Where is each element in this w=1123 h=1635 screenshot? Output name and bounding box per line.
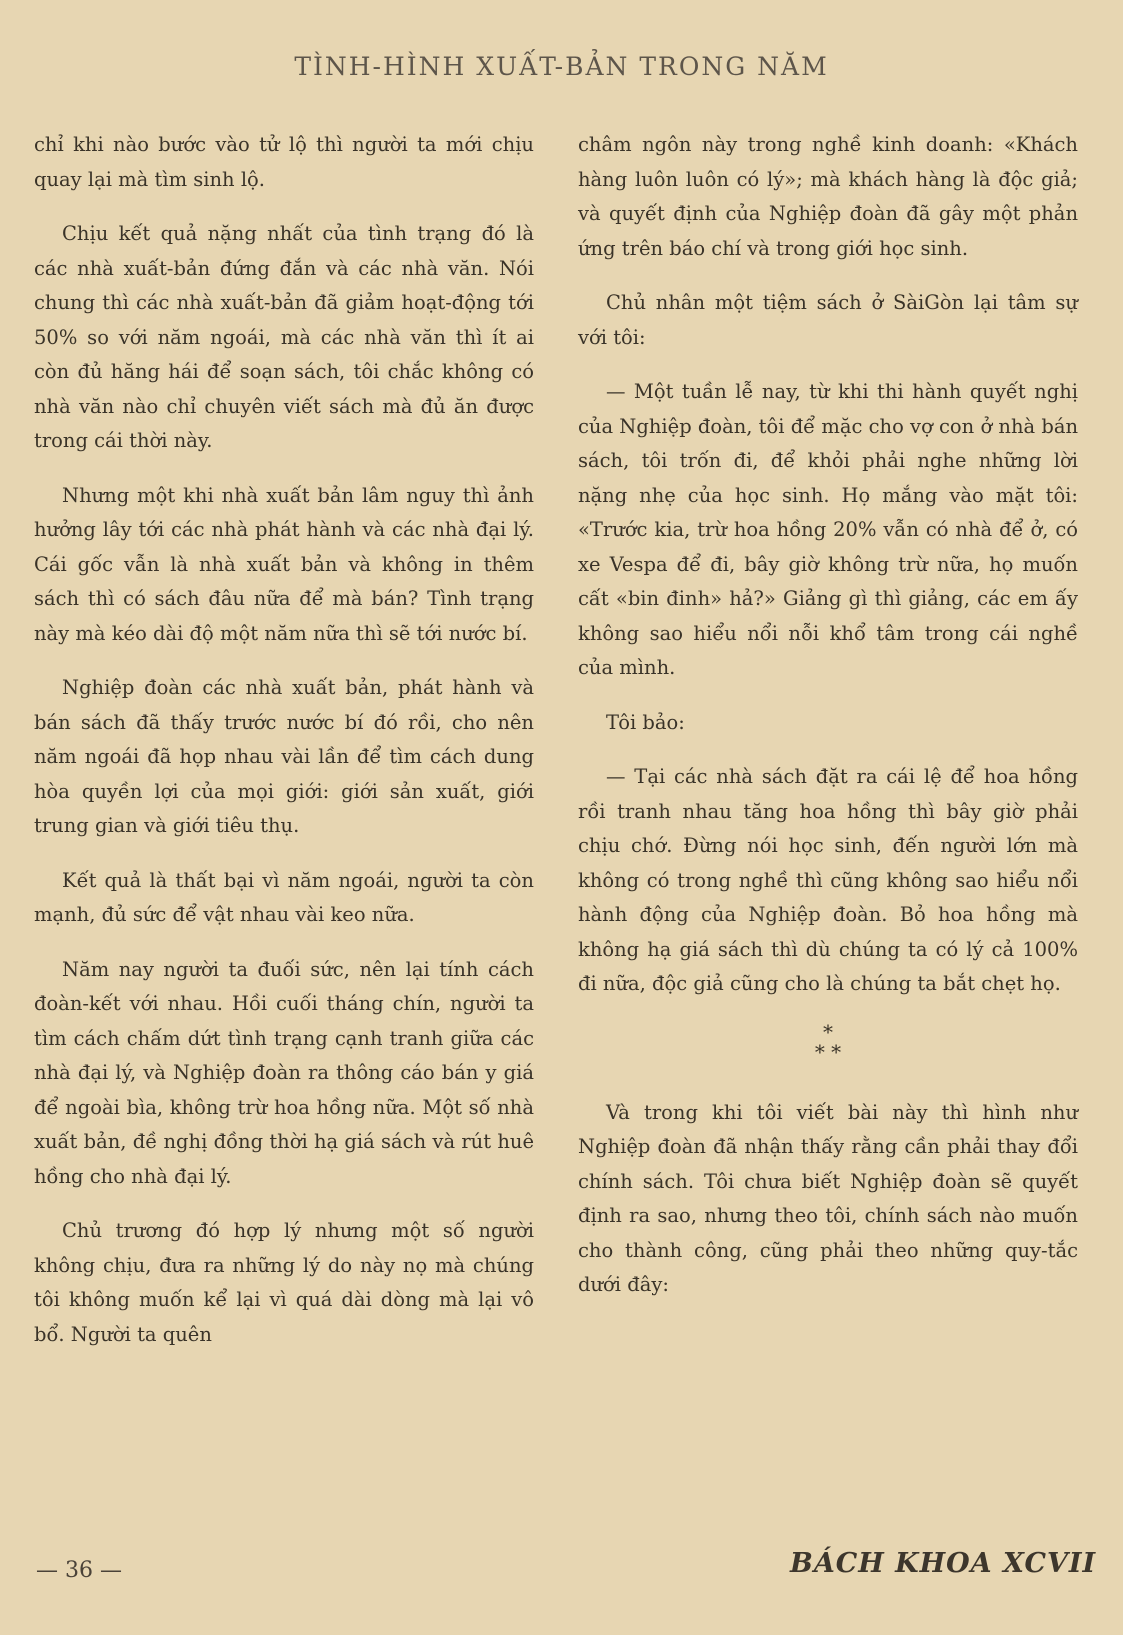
paragraph: Nghiệp đoàn các nhà xuất bản, phát hành và bán sách đã thấy trước nước bí đó rồi, cho nên năm ngoái đã họp nhau vài lần để tìm cách dung hòa quyền lợi của mọi giới: giới sản xuất, giới trung gian và giới tiêu thụ. xyxy=(34,676,534,837)
paragraph: Tôi bảo: xyxy=(606,710,685,734)
paragraph: Chủ nhân một tiệm sách ở SàiGòn lại tâm sự với tôi: xyxy=(578,291,1078,349)
separator-stars: * * xyxy=(814,1039,842,1064)
separator-star: * xyxy=(823,1019,833,1044)
paragraph: châm ngôn này trong nghề kinh doanh: «Khách hàng luôn luôn có lý»; mà khách hàng là độc giả; và quyết định của Nghiệp đoàn đã gây một phản ứng trên báo chí và trong giới học sinh. xyxy=(578,133,1078,260)
paragraph: Kết quả là thất bại vì năm ngoái, người ta còn mạnh, đủ sức để vật nhau vài keo nữa. xyxy=(34,868,534,926)
section-separator xyxy=(578,1019,1078,1064)
paragraph: Năm nay người ta đuối sức, nên lại tính cách đoàn-kết với nhau. Hồi cuối tháng chín, người ta tìm cách chấm dứt tình trạng cạnh tranh giữa các nhà đại lý, và Nghiệp đoàn ra thông cáo bán y giá để ngoài bìa, không trừ hoa hồng nữa. Một số nhà xuất bản, đề nghị đồng thời hạ giá sách và rút huê hồng cho nhà đại lý. xyxy=(34,957,534,1188)
paragraph: — Tại các nhà sách đặt ra cái lệ để hoa hồng rồi tranh nhau tăng hoa hồng thì bây giờ phải chịu chớ. Đừng nói học sinh, đến người lớn mà không có trong nghề thì cũng không sao hiểu nổi hành động của Nghiệp đoàn. Bỏ hoa hồng mà không hạ giá sách thì dù chúng ta có lý cả 100% đi nữa, độc giả cũng cho là chúng ta bắt chẹt họ. xyxy=(578,765,1078,995)
paragraph: Chủ trương đó hợp lý nhưng một số người không chịu, đưa ra những lý do này nọ mà chúng tôi không muốn kể lại vì quá dài dòng mà lại vô bổ. Người ta quên xyxy=(34,1219,534,1346)
left-column xyxy=(34,128,534,1372)
paragraph: Chịu kết quả nặng nhất của tình trạng đó là các nhà xuất-bản đứng đắn và các nhà văn. Nói chung thì các nhà xuất-bản đã giảm hoạt-động tới 50% so với năm ngoái, mà các nhà văn thì ít ai còn đủ hăng hái để soạn sách, tôi chắc không có nhà văn nào chỉ chuyên viết sách mà đủ ăn được trong cái thời này. xyxy=(34,222,534,452)
paragraph: — Một tuần lễ nay, từ khi thi hành quyết nghị của Nghiệp đoàn, tôi để mặc cho vợ con ở nhà bán sách, tôi trốn đi, để khỏi phải nghe những lời nặng nhẹ của học sinh. Họ mắng vào mặt tôi: «Trước kia, trừ hoa hồng 20% vẫn có nhà để ở, có xe Vespa để đi, bây giờ không trừ nữa, họ muốn cất «bin đinh» hả?» Giảng gì thì giảng, các em ấy không sao hiểu nổi nỗi khổ tâm trong cái nghề của mình. xyxy=(578,380,1078,679)
paragraph: Và trong khi tôi viết bài này thì hình như Nghiệp đoàn đã nhận thấy rằng cần phải thay đổi chính sách. Tôi chưa biết Nghiệp đoàn sẽ quyết định ra sao, nhưng theo tôi, chính sách nào muốn cho thành công, cũng phải theo những quy-tắc dưới đây: xyxy=(578,1100,1078,1296)
page-number: — 36 — xyxy=(36,1558,122,1583)
running-title: TÌNH-HÌNH XUẤT-BẢN TRONG NĂM xyxy=(294,52,829,81)
right-column xyxy=(578,128,1078,1323)
paragraph: Nhưng một khi nhà xuất bản lâm nguy thì ảnh hưởng lây tới các nhà phát hành và các nhà đại lý. Cái gốc vẫn là nhà xuất bản và không in thêm sách thì có sách đâu nữa để mà bán? Tình trạng này mà kéo dài độ một năm nữa thì sẽ tới nước bí. xyxy=(34,483,534,645)
magazine-title: BÁCH KHOA XCVII xyxy=(790,1548,1097,1579)
paragraph: chỉ khi nào bước vào tử lộ thì người ta mới chịu quay lại mà tìm sinh lộ. xyxy=(34,133,534,191)
